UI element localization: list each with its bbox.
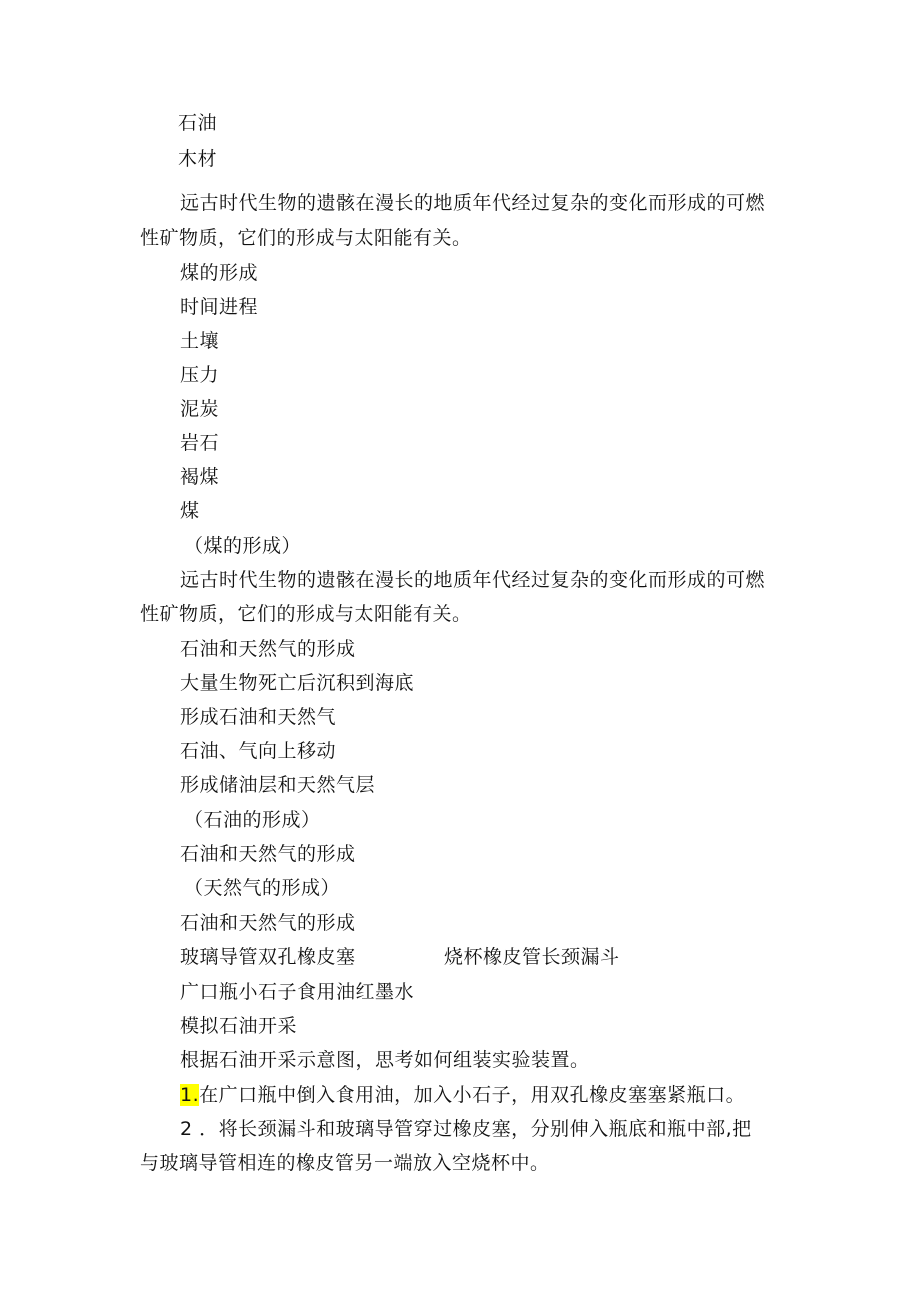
text-line: 大量生物死亡后沉积到海底 bbox=[180, 672, 415, 694]
text-line: 泥炭 bbox=[180, 398, 220, 420]
step-2-line: 2 ．将长颈漏斗和玻璃导管穿过橡皮塞，分别伸入瓶底和瓶中部,把 bbox=[180, 1118, 752, 1140]
text-line: 烧杯橡皮管长颈漏斗 bbox=[444, 946, 620, 968]
text-line: 褐煤 bbox=[180, 466, 220, 488]
text-line: 石油和天然气的形成 bbox=[180, 638, 356, 660]
text-line: 广口瓶小石子食用油红墨水 bbox=[180, 981, 415, 1003]
text-line: 木材 bbox=[178, 148, 218, 170]
text-line: 岩石 bbox=[180, 432, 220, 454]
text-line: 石油和天然气的形成 bbox=[180, 912, 356, 934]
text-line: 形成石油和天然气 bbox=[180, 706, 337, 728]
text-line: 石油和天然气的形成 bbox=[180, 843, 356, 865]
text-line: 时间进程 bbox=[180, 296, 259, 318]
text-line: 土壤 bbox=[180, 330, 220, 352]
paragraph-line: 性矿物质，它们的形成与太阳能有关。 bbox=[140, 603, 472, 625]
text-line: 石油 bbox=[178, 112, 218, 134]
text-line: 模拟石油开采 bbox=[180, 1015, 298, 1037]
text-line: 形成储油层和天然气层 bbox=[180, 774, 376, 796]
text-line: 石油、气向上移动 bbox=[180, 740, 337, 762]
figure-caption: （煤的形成） bbox=[184, 535, 302, 557]
figure-caption: （石油的形成） bbox=[184, 809, 321, 831]
paragraph-line: 远古时代生物的遗骸在漫长的地质年代经过复杂的变化而形成的可燃 bbox=[180, 192, 766, 214]
text-line: 根据石油开采示意图，思考如何组装实验装置。 bbox=[180, 1049, 590, 1071]
text-line: 玻璃导管双孔橡皮塞 bbox=[180, 946, 356, 968]
paragraph-line: 性矿物质，它们的形成与太阳能有关。 bbox=[140, 227, 472, 249]
step-2-line: 与玻璃导管相连的橡皮管另一端放入空烧杯中。 bbox=[140, 1152, 550, 1174]
paragraph-line: 远古时代生物的遗骸在漫长的地质年代经过复杂的变化而形成的可燃 bbox=[180, 569, 766, 591]
text-line: 压力 bbox=[180, 364, 220, 386]
step-number-highlight: 1. bbox=[180, 1084, 200, 1106]
text-line: 煤 bbox=[180, 500, 200, 522]
text-line: 煤的形成 bbox=[180, 262, 259, 284]
step-1-text: 在广口瓶中倒入食用油，加入小石子，用双孔橡皮塞塞紧瓶口。 bbox=[199, 1084, 746, 1106]
step-1 bbox=[180, 1082, 745, 1108]
figure-caption: （天然气的形成） bbox=[184, 877, 341, 899]
